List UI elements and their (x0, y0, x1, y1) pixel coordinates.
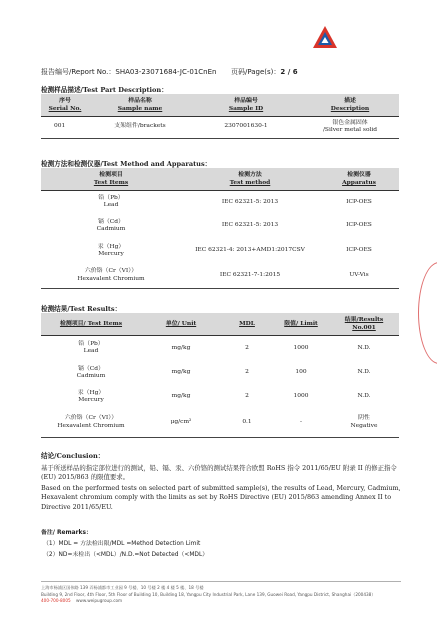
footer-divider (41, 581, 401, 582)
test-item-cell: 汞（Hg） Mercury (97, 243, 125, 257)
header-description: 描述 Description (301, 94, 399, 116)
footer-address-cn: 上海市杨浦区国伟路 139 弄杨浦都市工业园 9 号楼、10 号楼 2 楼 4 楼 5 楼、18 号楼 (41, 585, 204, 590)
header-test-items: 检测项目 Test Items (41, 168, 181, 190)
header-serial: 序号 Serial No. (41, 94, 89, 116)
table-row (41, 361, 399, 385)
report-no-label: 报告编号/Report No.： (41, 68, 116, 76)
test-item-cell: 铅（Pb） Lead (98, 194, 124, 209)
part-table-header (41, 94, 399, 116)
header-sample-name: 样品名称 Sample name (89, 94, 191, 116)
limit-cell: 100 (295, 369, 307, 376)
method-cell: IEC 62321-7-1:2015 (181, 264, 319, 288)
part-table (41, 94, 399, 139)
limit-cell: 1000 (293, 344, 309, 351)
report-no: SHA03-23071684-JC-01CnEn (115, 68, 217, 76)
sample-name-cell: 支架组件/brackets (89, 116, 191, 138)
unit-cell: μg/cm² (141, 409, 221, 437)
mdl-cell: 2 (245, 393, 249, 400)
result-cell: N.D. (357, 369, 371, 376)
page-indicator (231, 67, 298, 77)
result-cell: N.D. (357, 393, 371, 400)
header-unit: 单位/ Unit (141, 313, 221, 335)
test-item-cell: 镉（Cd） Cadmium (96, 218, 126, 232)
apparatus-cell: ICP-OES (346, 247, 372, 254)
table-row (41, 214, 399, 238)
remarks-title: 备注/ Remarks： (41, 530, 92, 536)
table-row (41, 190, 399, 214)
table-row (41, 116, 399, 138)
table-row (41, 409, 399, 437)
method-table-header (41, 168, 399, 190)
conclusion-cn: 基于所送样品的指定部位进行的测试，铅、镉、汞、六价铬的测试结果符合欧盟 RoHS 指令 2011/65/EU 附录 II 的修正指令(EU) 2015/863 的限值要求。 (41, 463, 397, 481)
table-row (41, 238, 399, 264)
result-cell: N.D. (357, 344, 371, 351)
test-item-cell: 铅（Pb） Lead (78, 340, 104, 355)
mdl-cell: 0.1 (221, 409, 273, 437)
method-cell: IEC 62321-5: 2013 (221, 198, 279, 205)
limit-cell: 1000 (293, 393, 309, 400)
company-logo (310, 22, 340, 52)
results-table (41, 313, 399, 438)
header-test-items: 检测项目/ Test Items (41, 313, 141, 335)
footer-phone: 400-700-8005 (41, 598, 71, 603)
remark-item: （2）ND=未检出（<MDL）/N.D.=Not Detected（<MDL） (43, 552, 209, 559)
method-cell: IEC 62321-5: 2013 (221, 222, 279, 229)
footer (41, 585, 376, 605)
test-item-cell: 六价铬（Cr（VI）） Hexavalent Chromium (41, 409, 141, 437)
unit-cell: mg/kg (171, 369, 191, 376)
test-item-cell: 汞（Hg） Mercury (77, 389, 105, 403)
remarks (41, 528, 208, 562)
unit-cell: mg/kg (171, 393, 191, 400)
method-cell: IEC 62321-4: 2013+AMD1:2017CSV (195, 247, 305, 254)
description-cell: 银色金属固体 /Silver metal solid (301, 116, 399, 138)
test-item-cell: 镉（Cd） Cadmium (76, 365, 106, 379)
apparatus-cell: ICP-OES (346, 198, 372, 205)
table-row (41, 385, 399, 409)
result-cell: 阴性 Negative (329, 409, 399, 437)
table-row (41, 264, 399, 288)
conclusion-en: Based on the performed tests on selected part of submitted sample(s), the results of Lead, Mercury, Cadmium, Hexavalent chromium comply with the limits as set by RoHS Directive (EU) 2015/863 amending Annex II to Directive 2011/65/EU. (41, 484, 401, 511)
unit-cell: mg/kg (171, 344, 191, 351)
header-results: 结果/Results No.001 (329, 313, 399, 335)
limit-cell: - (273, 409, 329, 437)
conclusion (41, 452, 401, 512)
report-header (41, 67, 298, 77)
header-mdl: MDL (221, 313, 273, 335)
table-row (41, 335, 399, 361)
test-item-cell: 六价铬（Cr（VI）） Hexavalent Chromium (41, 264, 181, 288)
mdl-cell: 2 (245, 369, 249, 376)
page-value: 2 / 6 (280, 68, 298, 76)
conclusion-title: 结论/Conclusion： (41, 452, 105, 460)
method-table (41, 168, 399, 289)
header-limit: 限值/ Limit (273, 313, 329, 335)
seal-stamp (418, 262, 437, 364)
results-table-header (41, 313, 399, 335)
mdl-cell: 2 (245, 344, 249, 351)
remark-item: （1）MDL = 方法检出限/MDL =Method Detection Limit (43, 541, 201, 548)
footer-address-en: Building 9, 2nd Floor, 4th Floor, 5th Floor of Building 10, Building 18, Yangpu City Industrial Park, Lane 139, Guowei Road, Yangpu District, Shanghai（200438） (41, 591, 376, 597)
results-section-title: 检测结果/Test Results： (41, 305, 122, 313)
page-label: 页码/Page(s)： (231, 68, 281, 76)
serial-cell: 001 (41, 116, 89, 138)
method-section-title: 检测方法和检测仪器/Test Method and Apparatus： (41, 160, 212, 168)
header-sample-id: 样品编号 Sample ID (191, 94, 301, 116)
part-section-title: 检测样品描述/Test Part Description： (41, 86, 168, 94)
apparatus-cell: ICP-OES (346, 222, 372, 229)
header-apparatus: 检测仪器 Apparatus (319, 168, 399, 190)
apparatus-cell: UV-Vis (319, 264, 399, 288)
sample-id-cell: 2307001630-1 (191, 116, 301, 138)
header-test-method: 检测方法 Test method (181, 168, 319, 190)
footer-website[interactable]: www.weipugroup.com (76, 598, 123, 603)
